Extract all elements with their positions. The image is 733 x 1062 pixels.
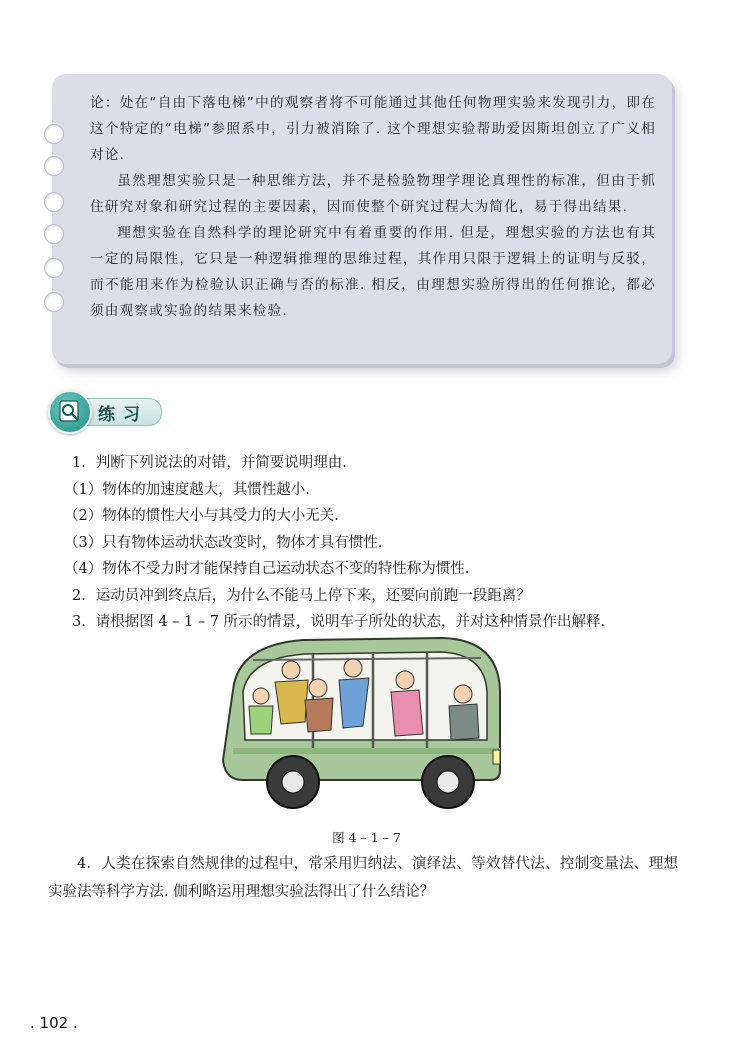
- bus-illustration: [213, 630, 503, 820]
- figure-caption: 图 4 – 1 – 7: [332, 830, 401, 845]
- exercise-list: [64, 450, 692, 636]
- binder-ring-icon: [44, 124, 64, 144]
- exercise-item: 3．请根据图 4 – 1 – 7 所示的情景，说明车子所处的状态，并对这种情景作出解释.: [72, 614, 606, 630]
- exercise-item: 1．判断下列说法的对错，并简要说明理由.: [72, 455, 347, 471]
- reading-box: [52, 74, 672, 364]
- binder-ring-icon: [44, 224, 64, 244]
- exercise-item: 2．运动员冲到终点后，为什么不能马上停下来，还要向前跑一段距离？: [72, 587, 531, 604]
- question-4: [48, 850, 678, 906]
- reading-text: [90, 90, 656, 324]
- binder-ring-icon: [44, 292, 64, 312]
- exercise-header: [48, 390, 164, 432]
- exercise-title: 练习: [98, 405, 148, 425]
- binder-ring-icon: [44, 258, 64, 278]
- reading-paragraph: 理想实验在自然科学的理论研究中有着重要的作用. 但是，理想实验的方法也有其一定的局限性，它只是一种逻辑推理的思维过程，其作用只限于逻辑上的证明与反驳，而不能用来作为检验认识正确与否的标准. 相反，由理想实验所得出的任何推论，都必须由观察或实验的结果来检验.: [90, 225, 656, 319]
- exercise-item: （4）物体不受力时才能保持自己运动状态不变的特性称为惯性.: [64, 561, 470, 577]
- question-4-text: 4．人类在探索自然规律的过程中，常采用归纳法、演绎法、等效替代法、控制变量法、理想实验法等科学方法. 伽利略运用理想实验法得出了什么结论？: [48, 856, 678, 900]
- magnifier-icon: [48, 390, 92, 434]
- exercise-item: （3）只有物体运动状态改变时，物体才具有惯性.: [64, 534, 383, 551]
- reading-paragraph: 论：处在“自由下落电梯”中的观察者将不可能通过其他任何物理实验来发现引力，即在这个特定的“电梯”参照系中，引力被消除了. 这个理想实验帮助爱因斯坦创立了广义相对论.: [90, 95, 656, 163]
- page-number: . 102 .: [30, 1014, 78, 1032]
- binder-ring-icon: [44, 156, 64, 176]
- binder-ring-icon: [44, 192, 64, 212]
- exercise-item: （2）物体的惯性大小与其受力的大小无关.: [64, 508, 339, 524]
- reading-paragraph: 虽然理想实验只是一种思维方法，并不是检验物理学理论真理性的标准，但由于抓住研究对象和研究过程的主要因素，因而使整个研究过程大为简化，易于得出结果.: [90, 173, 656, 215]
- exercise-item: （1）物体的加速度越大，其惯性越小.: [64, 481, 310, 498]
